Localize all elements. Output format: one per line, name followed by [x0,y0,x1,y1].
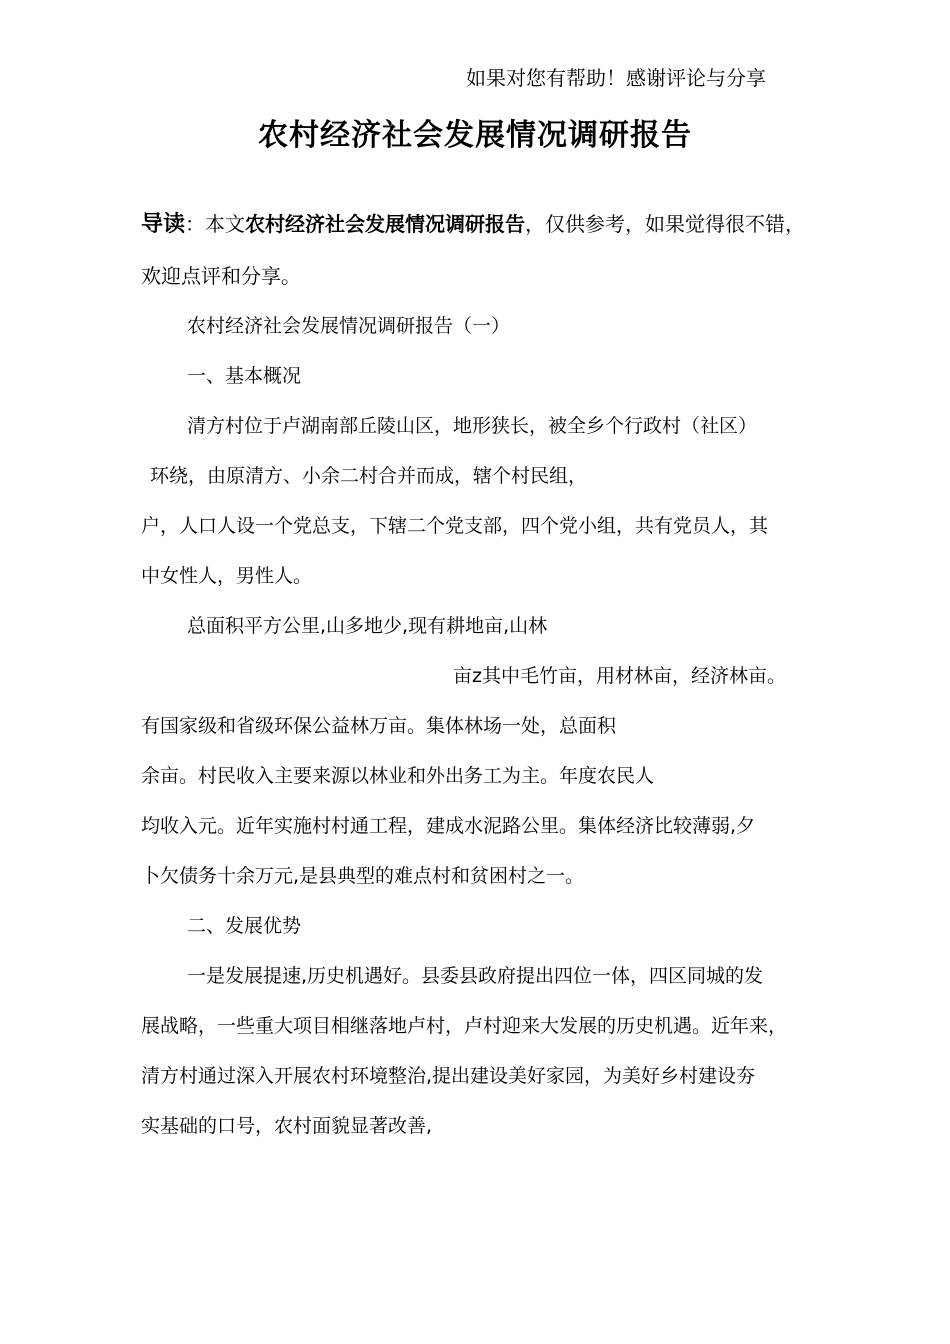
paragraph-line: 均收入元。近年实施村村通工程，建成水泥路公里。集体经济比较薄弱,夕 [141,815,756,837]
intro-colon: ： [185,212,206,236]
intro-lead-label: 导读 [141,212,186,237]
paragraph-line: 环绕，由原清方、小余二村合并而成，辖个村民组， [150,465,588,487]
paragraph-line: 一是发展提速,历史机遇好。县委县政府提出四位一体，四区同城的发 [187,965,764,987]
paragraph-line: 清方村位于卢湖南部丘陵山区，地形狭长，被全乡个行政村（社区） [187,415,758,437]
subsection-heading: 二、发展优势 [187,915,302,937]
intro-doc-name: 农村经济社会发展情况调研报告 [245,212,526,236]
paragraph-line: 实基础的口号，农村面貌显著改善, [141,1115,433,1137]
paragraph-line: 亩z其中毛竹亩，用材林亩，经济林亩。 [453,665,786,687]
paragraph-line: 有国家级和省级环保公益林万亩。集体林场一处，总面积 [141,715,617,737]
paragraph-line: 总面积平方公里,山多地少,现有耕地亩,山林 [187,615,548,637]
subsection-heading: 一、基本概况 [187,365,302,387]
paragraph-line: 余亩。村民收入主要来源以林业和外出务工为主。年度农民人 [141,765,655,787]
paragraph-line: 展战略，一些重大项目相继落地卢村，卢村迎来大发展的历史机遇。近年来， [141,1015,788,1037]
intro-suffix: ，仅供参考，如果觉得很不错， [525,212,806,236]
paragraph-line: 清方村通过深入开展农村环境整治,提出建设美好家园，为美好乡村建设夯 [141,1065,756,1087]
document-title: 农村经济社会发展情况调研报告 [258,118,692,153]
intro-prefix: 本文 [205,212,246,236]
intro-line-1 [141,209,805,240]
paragraph-line: 卜欠债务十余万元,是县典型的难点村和贫困村之一。 [141,865,585,887]
paragraph-line: 户，人口人设一个党总支，下辖二个党支部，四个党小组，共有党员人，其 [141,515,769,537]
intro-line-2: 欢迎点评和分享。 [141,264,301,288]
paragraph-line: 中女性人，男性人。 [141,565,313,587]
header-note: 如果对您有帮助！感谢评论与分享 [466,66,766,90]
section-heading: 农村经济社会发展情况调研报告（一） [187,315,511,337]
